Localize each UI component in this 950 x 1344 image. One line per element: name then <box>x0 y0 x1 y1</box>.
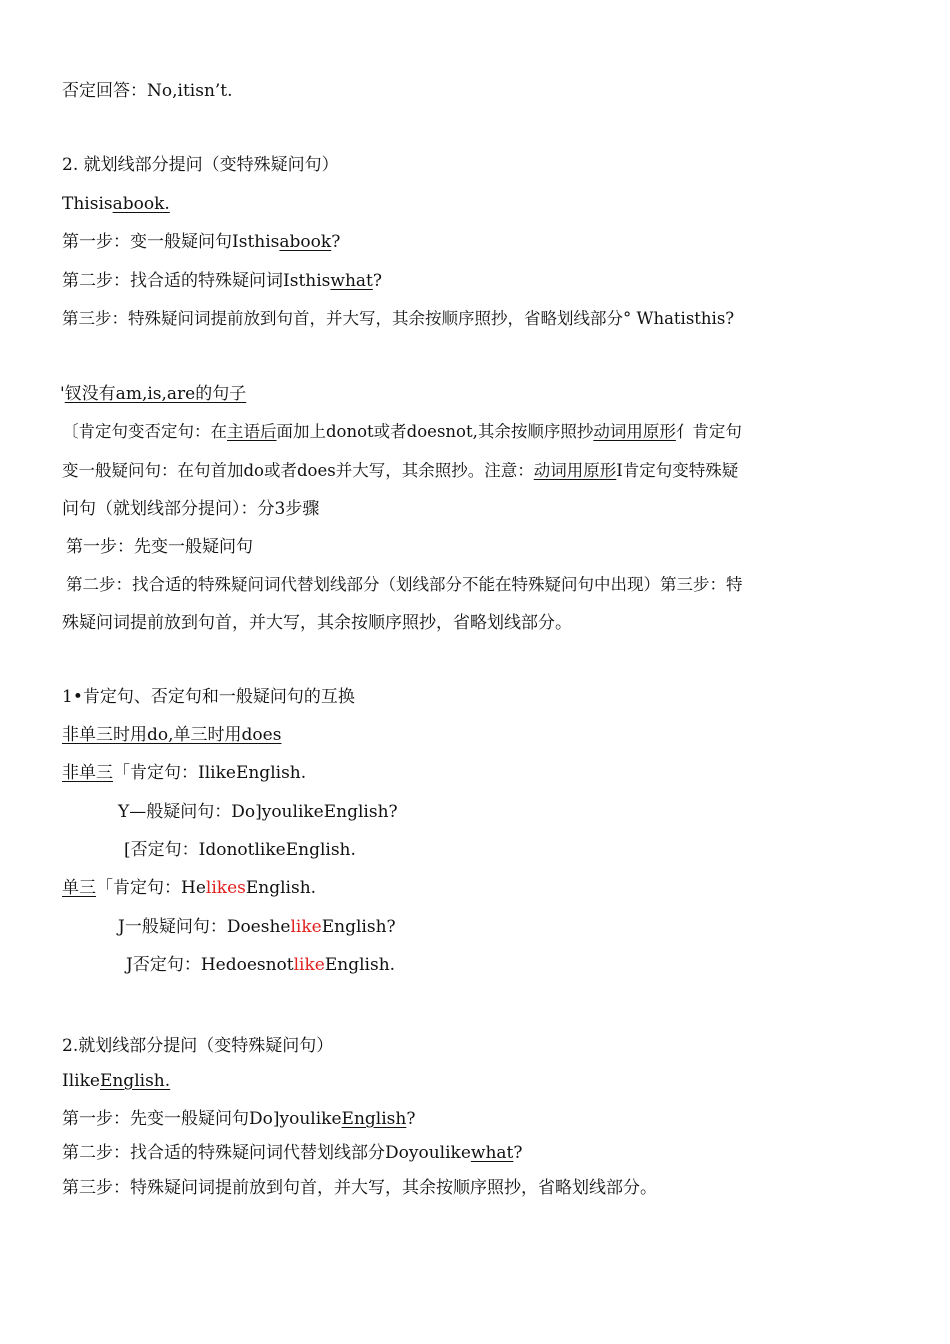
rule-step-one: 第一步：先变一般疑问句 <box>66 537 253 557</box>
underlined-segment: 主语后 <box>227 422 277 441</box>
step-three-line: 第三步：特殊疑问词提前放到句首，并大写，其余按顺序照抄，省略划线部分° Whatisthis? <box>62 309 735 328</box>
text-segment: 变一般疑问句：在句首加do或者does并大写，其余照抄。注意： <box>62 461 534 480</box>
text-segment: J否定句：Hedoesnot <box>126 955 294 975</box>
text-segment: ? <box>406 1109 416 1129</box>
text-segment: ? <box>331 232 341 252</box>
rule-line-negative <box>62 421 742 443</box>
text-segment: 「肯定句：IlikeEnglish. <box>113 763 307 783</box>
underlined-segment: what <box>470 1143 514 1163</box>
text-segment: 「肯定句：He <box>96 878 206 898</box>
text-segment: 第一步：变一般疑问句Isthis <box>62 232 280 252</box>
text-segment: 〔肯定句变否定句：在 <box>62 422 227 441</box>
third-person-negative <box>126 954 395 976</box>
text-segment: English. <box>324 955 396 975</box>
text-segment: English. <box>245 878 317 898</box>
step-two-line-2 <box>62 1142 522 1164</box>
step-one-line <box>62 231 340 253</box>
text-segment: 第一步：先变一般疑问句Do]youlike <box>62 1109 342 1129</box>
example-sentence-line-2 <box>62 1070 170 1092</box>
third-person-question <box>118 916 396 938</box>
text-segment: Thisis <box>62 194 113 214</box>
underlined-segment: 钗没有am,is,are的句子 <box>64 384 247 404</box>
rule-step-two: 第二步：找合适的特殊疑问词代替划线部分（划线部分不能在特殊疑问句中出现）第三步：特 <box>66 575 743 594</box>
underlined-segment: English. <box>99 1071 171 1091</box>
text-segment: ? <box>372 271 382 291</box>
text-segment: I肯定句变特殊疑 <box>616 461 739 480</box>
text-segment: ' <box>60 384 65 404</box>
red-highlight: like <box>293 955 325 975</box>
rule-line-question <box>62 460 738 482</box>
red-highlight: like <box>290 917 322 937</box>
non-third-person-affirmative <box>62 762 306 784</box>
example-sentence-line <box>62 193 170 215</box>
rule-line-three-steps: 问句（就划线部分提问）：分3步骤 <box>62 499 320 519</box>
underlined-segment: 非单三 <box>62 763 113 783</box>
do-does-rule: 非单三时用do,单三时用does <box>62 725 282 745</box>
text-segment: ? <box>513 1143 523 1163</box>
text-segment: 亻肯定句 <box>675 422 742 441</box>
non-third-person-negative: [否定句：IdonotlikeEnglish. <box>124 840 356 860</box>
text-segment: 第二步：找合适的特殊疑问词代替划线部分Doyoulike <box>62 1143 471 1163</box>
text-segment: 面加上donot或者doesnot,其余按顺序照抄 <box>276 422 594 441</box>
underlined-segment: 动词用原形 <box>593 422 676 441</box>
rule-step-three: 殊疑问词提前放到句首，并大写，其余按顺序照抄，省略划线部分。 <box>62 613 572 633</box>
step-two-line <box>62 270 382 292</box>
non-third-person-question: Y—般疑问句：Do]youlikeEnglish? <box>118 802 398 822</box>
underlined-segment: English <box>341 1109 407 1129</box>
text-segment: Ilike <box>62 1071 100 1091</box>
text-segment: J一般疑问句：Doeshe <box>118 917 291 937</box>
negative-answer-line: 否定回答：No,itisn’t. <box>62 81 233 101</box>
step-three-line-2: 第三步：特殊疑问词提前放到句首，并大写，其余按顺序照抄，省略划线部分。 <box>62 1178 657 1198</box>
third-person-affirmative <box>62 877 316 899</box>
section-heading-conversion: 1•肯定句、否定句和一般疑问句的互换 <box>62 687 355 707</box>
text-segment: English? <box>321 917 396 937</box>
section-heading-special-question-2: 2.就划线部分提问（变特殊疑问句） <box>62 1036 334 1056</box>
section-heading-no-be-verb <box>60 383 246 405</box>
section-heading-special-question: 2. 就划线部分提问（变特殊疑问句） <box>62 155 339 175</box>
underlined-segment: abook <box>279 232 332 252</box>
underlined-segment: 动词用原形 <box>533 461 617 480</box>
text-segment: 第二步：找合适的特殊疑问词Isthis <box>62 271 331 291</box>
step-one-line-2 <box>62 1108 415 1130</box>
underlined-segment: what <box>330 271 373 291</box>
underlined-segment: 单三 <box>62 878 96 898</box>
underlined-segment: abook. <box>112 194 170 214</box>
red-highlight: likes <box>205 878 246 898</box>
